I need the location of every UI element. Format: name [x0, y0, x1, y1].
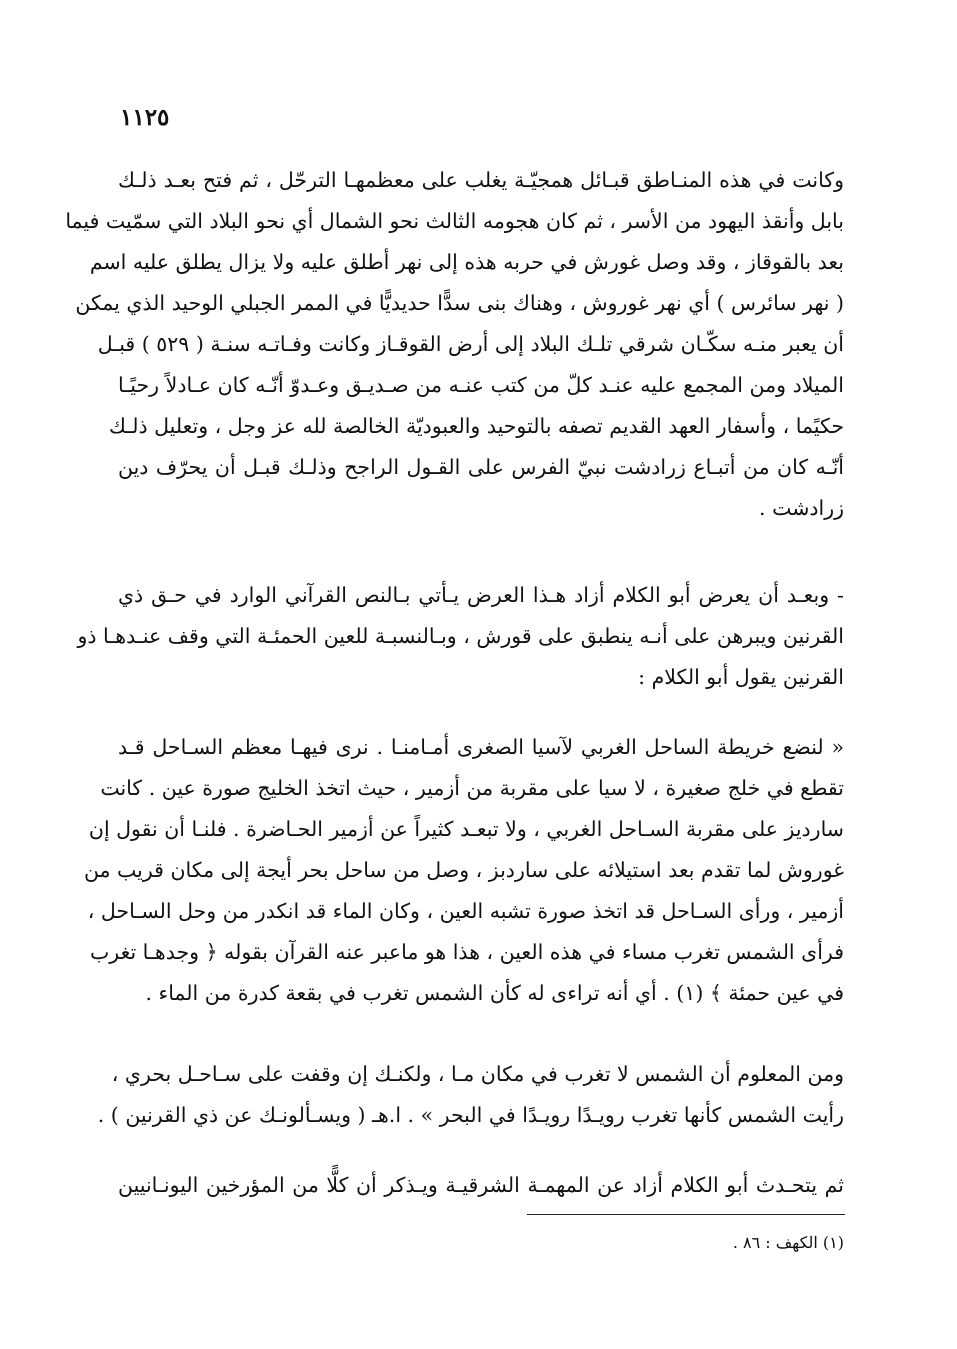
paragraph-4 — [97, 1054, 844, 1136]
paragraph-2 — [77, 575, 844, 698]
text-line: سارديز على مقربة السـاحل الغربي ، ولا تبعـد كثيراً عن أزمير الحـاضرة . فلنـا أن نقول إن — [88, 817, 844, 841]
text-line: ( نهر سائرس ) أي نهر غوروش ، وهناك بنى سدًّا حديديًّا في الممر الجبلي الوحيد الذي يمكن — [75, 291, 844, 315]
text-line: الميلاد ومن المجمع عليه عنـد كلّ من كتب عنـه من صـديـق وعـدوّ أنّـه كان عـادلاً رحيًـا — [118, 373, 844, 397]
paragraph-5 — [118, 1165, 844, 1206]
text-line: أن يعبر منـه سكّـان شرقي تلـك البلاد إلى أرض القوقـاز وكانت وفـاتـه سنـة ( ٥٢٩ ) قبـل — [97, 332, 844, 356]
text-line: زرادشت . — [759, 496, 844, 520]
text-line: القرنين ويبرهن على أنـه ينطبق على قورش ، وبـالنسبـة للعين الحمئـة التي وقف عنـدهـا ذو — [77, 624, 844, 648]
text-line: غوروش لما تقدم بعد استيلائه على ساردبز ، وصل من ساحل بحر أيجة إلى مكان قريب من — [83, 858, 844, 882]
text-line: وكانت في هذه المنـاطق قبـائل همجيّـة يغلب على معظمهـا الترحّل ، ثم فتح بعـد ذلـك — [118, 168, 844, 192]
footnote: (١) الكهف : ٨٦ . — [732, 1233, 844, 1252]
paragraph-1 — [65, 160, 844, 529]
text-line: فرأى الشمس تغرب مساء في هذه العين ، هذا هو ماعبر عنه القرآن بقوله ﴿ وجدهـا تغرب — [89, 940, 844, 964]
text-line: أزمير ، ورأى السـاحل قد اتخذ صورة تشبه العين ، وكان الماء قد انكدر من وحل السـاحل ، — [87, 899, 844, 923]
text-line: ثم يتحـدث أبو الكلام أزاد عن المهمـة الشرقيـة ويـذكر أن كلًّا من المؤرخين اليونـانيين — [118, 1173, 844, 1197]
text-line: بعد بالقوقاز ، وقد وصل غورش في حربه هذه إلى نهر أطلق عليه ولا يزال يطلق عليه اسم — [89, 250, 844, 274]
text-line: - وبعـد أن يعرض أبو الكلام أزاد هـذا العرض يـأتي بـالنص القرآني الوارد في حـق ذي — [118, 583, 844, 607]
text-line: ومن المعلوم أن الشمس لا تغرب في مكان مـا ، ولكنـك إن وقفت على سـاحـل بحري ، — [111, 1062, 844, 1086]
text-line: في عين حمئة ﴾ (١) . أي أنه تراءى له كأن الشمس تغرب في بقعة كدرة من الماء . — [145, 981, 844, 1005]
text-line: تقطع في خلج صغيرة ، لا سيا على مقربة من أزمير ، حيث اتخذ الخليج صورة عين . كانت — [100, 776, 844, 800]
text-line: حكيًما ، وأسفار العهد القديم تصفه بالتوحيد والعبوديّة الخالصة لله عز وجل ، وتعليل ذلـك — [108, 414, 844, 438]
page-number: ١١٢٥ — [120, 104, 170, 131]
text-line: بابل وأنقذ اليهود من الأسر ، ثم كان هجومه الثالث نحو الشمال أي نحو البلاد التي سمّيت فيما — [65, 209, 844, 233]
text-line: « لنضع خريطة الساحل الغربي لآسيا الصغرى أمـامنـا . نرى فيهـا معظم السـاحل قـد — [118, 735, 844, 759]
text-line: القرنين يقول أبو الكلام : — [638, 665, 844, 689]
paragraph-3-quotation — [83, 727, 844, 1014]
text-line: أنّـه كان من أتبـاع زرادشت نبيّ الفرس على القـول الراجح وذلـك قبـل أن يحرّف دين — [118, 455, 844, 479]
text-line: رأيت الشمس كأنها تغرب رويـدًا رويـدًا في البحر » . ا.هـ ( ويسـألونـك عن ذي القرنين ) . — [97, 1103, 844, 1127]
footnote-separator — [527, 1214, 845, 1215]
